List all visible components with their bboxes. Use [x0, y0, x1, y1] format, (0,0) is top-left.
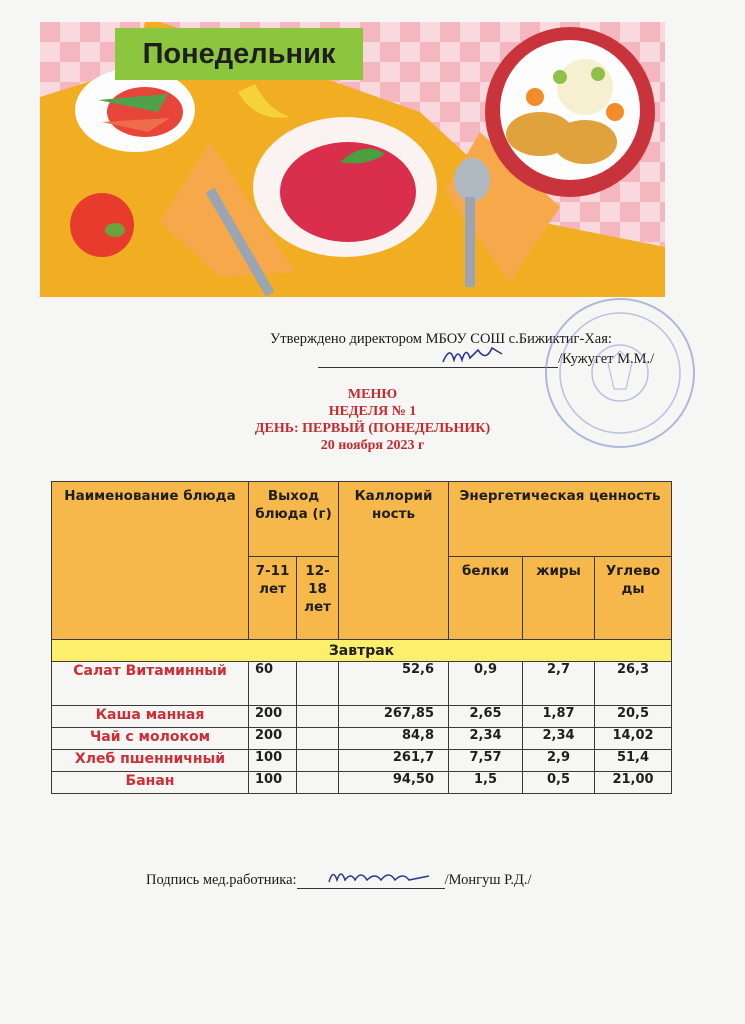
protein-value: 1,5: [449, 772, 523, 794]
dish-name: Салат Витаминный: [52, 662, 249, 706]
header-age-7-11: 7-11 лет: [249, 557, 297, 640]
protein-value: 0,9: [449, 662, 523, 706]
menu-banner: [40, 22, 665, 297]
dish-name: Чай с молоком: [52, 728, 249, 750]
dish-name: Каша манная: [52, 706, 249, 728]
carbs-value: 21,00: [595, 772, 672, 794]
yield-7-11: 100: [249, 772, 297, 794]
table-row: [52, 662, 672, 706]
menu-heading-title: МЕНЮ: [347, 387, 398, 402]
fat-value: 2,34: [523, 728, 595, 750]
dish-name: Банан: [52, 772, 249, 794]
table-row: [52, 706, 672, 728]
yield-7-11: 200: [249, 728, 297, 750]
header-dish: Наименование блюда: [52, 482, 249, 640]
header-energy: Энергетическая ценность: [449, 482, 672, 557]
header-yield: Выход блюда (г): [249, 482, 339, 557]
yield-12-18: [297, 772, 339, 794]
fat-value: 2,9: [523, 750, 595, 772]
table-row: [52, 728, 672, 750]
yield-12-18: [297, 750, 339, 772]
yield-12-18: [297, 706, 339, 728]
table-row: [52, 772, 672, 794]
day-title: Понедельник: [115, 28, 363, 80]
calories-value: 52,6: [339, 662, 449, 706]
header-fat: жиры: [523, 557, 595, 640]
yield-12-18: [297, 662, 339, 706]
carbs-value: 26,3: [595, 662, 672, 706]
approval-text: Утверждено директором МБОУ СОШ с.Бижиктиг-Хая:: [270, 331, 612, 347]
section-row: [52, 640, 672, 662]
protein-value: 7,57: [449, 750, 523, 772]
menu-heading-week: НЕДЕЛЯ № 1: [328, 404, 417, 419]
fat-value: 0,5: [523, 772, 595, 794]
menu-heading-date: 20 ноября 2023 г: [320, 438, 425, 453]
header-carbs: Углево ды: [595, 557, 672, 640]
director-name: /Кужугет М.М./: [558, 351, 655, 367]
medic-name: /Монгуш Р.Д./: [444, 872, 532, 888]
director-signature-scribble: [440, 340, 510, 370]
calories-value: 94,50: [339, 772, 449, 794]
menu-table: [51, 481, 672, 794]
medic-signature-scribble: [325, 862, 435, 888]
fat-value: 2,7: [523, 662, 595, 706]
fat-value: 1,87: [523, 706, 595, 728]
table-row: [52, 750, 672, 772]
calories-value: 84,8: [339, 728, 449, 750]
section-breakfast: Завтрак: [52, 640, 672, 662]
carbs-value: 14,02: [595, 728, 672, 750]
header-protein: белки: [449, 557, 523, 640]
header-age-12-18: 12-18 лет: [297, 557, 339, 640]
yield-12-18: [297, 728, 339, 750]
yield-7-11: 200: [249, 706, 297, 728]
protein-value: 2,34: [449, 728, 523, 750]
protein-value: 2,65: [449, 706, 523, 728]
medic-label: Подпись мед.работника:: [146, 872, 297, 888]
header-calories: Каллорий ность: [339, 482, 449, 640]
director-signature-line: [318, 349, 558, 368]
menu-heading-day: ДЕНЬ: ПЕРВЫЙ (ПОНЕДЕЛЬНИК): [254, 421, 491, 436]
calories-value: 261,7: [339, 750, 449, 772]
calories-value: 267,85: [339, 706, 449, 728]
dish-name: Хлеб пшенничный: [52, 750, 249, 772]
menu-heading: [0, 386, 745, 454]
yield-7-11: 60: [249, 662, 297, 706]
yield-7-11: 100: [249, 750, 297, 772]
carbs-value: 20,5: [595, 706, 672, 728]
carbs-value: 51,4: [595, 750, 672, 772]
